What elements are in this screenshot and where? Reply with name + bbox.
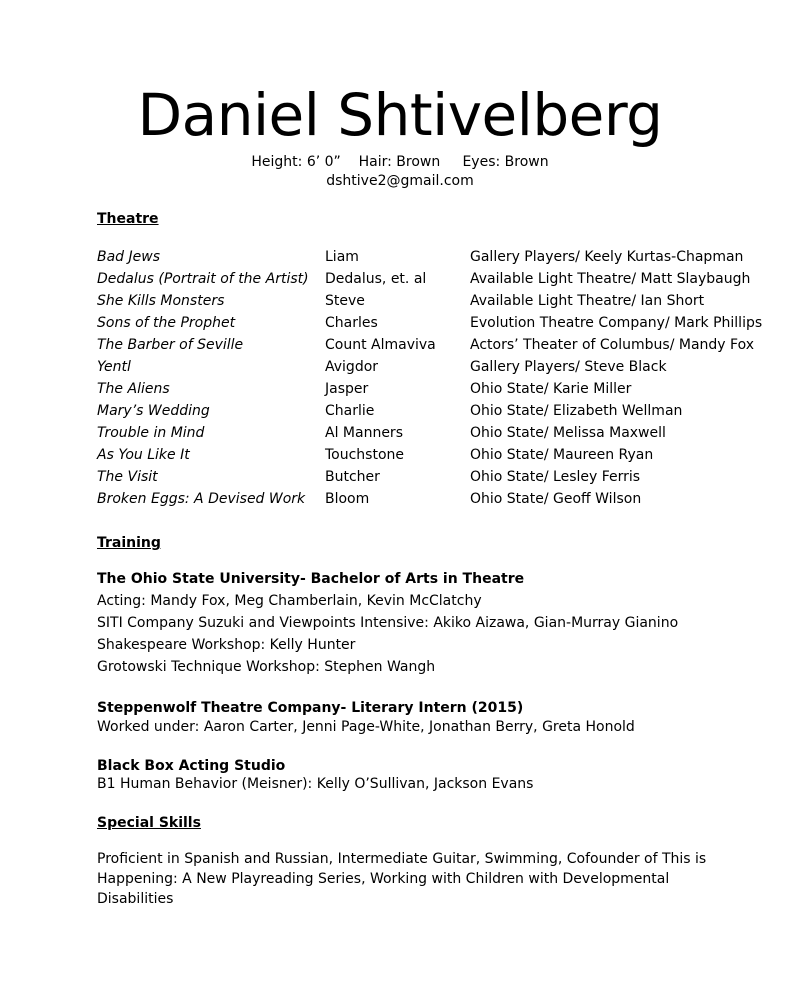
- credit-row: [97, 356, 777, 378]
- credit-show: Mary’s Wedding: [97, 403, 210, 419]
- credit-show: Bad Jews: [97, 249, 161, 265]
- credit-row: [97, 378, 777, 400]
- physical-stats: Height: 6’ 0” Hair: Brown Eyes: Brown: [251, 154, 549, 170]
- steppenwolf-title: Steppenwolf Theatre Company- Literary Intern (2015): [97, 700, 524, 716]
- special-skills-heading: Special Skills: [97, 815, 201, 831]
- training-line: Grotowski Technique Workshop: Stephen Wangh: [97, 659, 436, 675]
- credit-row: [97, 444, 777, 466]
- credit-row: [97, 422, 777, 444]
- credit-company: Available Light Theatre/ Matt Slaybaugh: [470, 271, 751, 287]
- credit-show: The Visit: [97, 469, 158, 485]
- training-line: Shakespeare Workshop: Kelly Hunter: [97, 637, 356, 653]
- credit-show: As You Like It: [97, 447, 190, 463]
- credit-company: Ohio State/ Maureen Ryan: [470, 447, 654, 463]
- credit-role: Al Manners: [325, 425, 403, 441]
- theatre-credits-table: [97, 246, 777, 510]
- theatre-heading: Theatre: [97, 211, 159, 227]
- credit-show: Trouble in Mind: [97, 425, 205, 441]
- credit-row: [97, 488, 777, 510]
- credit-company: Gallery Players/ Steve Black: [470, 359, 667, 375]
- credit-company: Actors’ Theater of Columbus/ Mandy Fox: [470, 337, 754, 353]
- osu-title: The Ohio State University- Bachelor of Arts in Theatre: [97, 571, 525, 587]
- credit-role: Liam: [325, 249, 359, 265]
- credit-role: Charlie: [325, 403, 375, 419]
- blackbox-line: B1 Human Behavior (Meisner): Kelly O’Sullivan, Jackson Evans: [97, 776, 534, 792]
- credit-company: Ohio State/ Melissa Maxwell: [470, 425, 666, 441]
- credit-company: Available Light Theatre/ Ian Short: [470, 293, 705, 309]
- credit-row: [97, 466, 777, 488]
- credit-row: [97, 246, 777, 268]
- training-line: Acting: Mandy Fox, Meg Chamberlain, Kevin McClatchy: [97, 593, 482, 609]
- credit-show: Yentl: [97, 359, 131, 375]
- credit-company: Gallery Players/ Keely Kurtas-Chapman: [470, 249, 744, 265]
- special-skills-text: Proficient in Spanish and Russian, Intermediate Guitar, Swimming, Cofounder of This is Happening: A New Playreading Series, Working with Children with Developmental Disabilities: [97, 851, 707, 907]
- actor-name: Daniel Shtivelberg: [137, 81, 663, 149]
- credit-show: Dedalus (Portrait of the Artist): [97, 271, 309, 287]
- credit-role: Count Almaviva: [325, 337, 436, 353]
- credit-row: [97, 290, 777, 312]
- credit-row: [97, 268, 777, 290]
- credit-role: Avigdor: [325, 359, 379, 375]
- credit-row: [97, 400, 777, 422]
- credit-company: Ohio State/ Geoff Wilson: [470, 491, 642, 507]
- credit-show: Broken Eggs: A Devised Work: [97, 491, 306, 507]
- credit-role: Steve: [325, 293, 365, 309]
- credit-show: The Aliens: [97, 381, 170, 397]
- credit-row: [97, 334, 777, 356]
- credit-show: The Barber of Seville: [97, 337, 244, 353]
- credit-company: Ohio State/ Lesley Ferris: [470, 469, 641, 485]
- credit-role: Dedalus, et. al: [325, 271, 427, 287]
- credit-role: Charles: [325, 315, 378, 331]
- credit-role: Bloom: [325, 491, 370, 507]
- credit-show: Sons of the Prophet: [97, 315, 236, 331]
- credit-row: [97, 312, 777, 334]
- credit-company: Evolution Theatre Company/ Mark Phillips: [470, 315, 763, 331]
- steppenwolf-line: Worked under: Aaron Carter, Jenni Page-White, Jonathan Berry, Greta Honold: [97, 719, 635, 735]
- training-heading: Training: [97, 535, 161, 551]
- credit-company: Ohio State/ Elizabeth Wellman: [470, 403, 683, 419]
- credit-role: Touchstone: [325, 447, 405, 463]
- credit-show: She Kills Monsters: [97, 293, 225, 309]
- credit-role: Butcher: [325, 469, 380, 485]
- credit-role: Jasper: [325, 381, 369, 397]
- blackbox-title: Black Box Acting Studio: [97, 758, 286, 774]
- training-line: SITI Company Suzuki and Viewpoints Intensive: Akiko Aizawa, Gian-Murray Gianino: [97, 615, 679, 631]
- email-address[interactable]: dshtive2@gmail.com: [326, 173, 474, 189]
- credit-company: Ohio State/ Karie Miller: [470, 381, 632, 397]
